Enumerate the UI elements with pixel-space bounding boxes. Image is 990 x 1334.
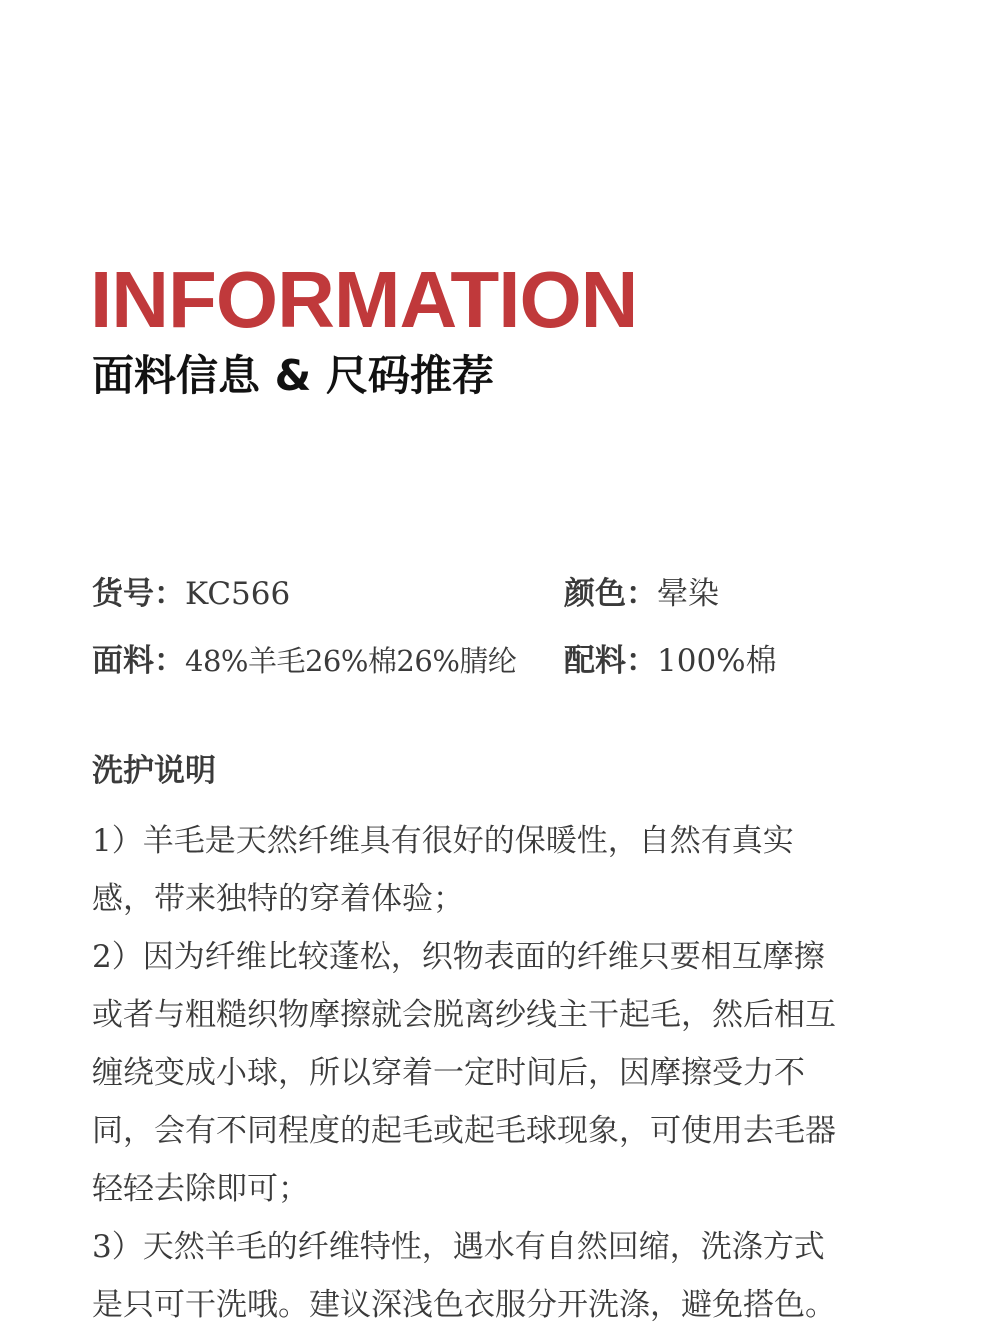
care-line: 或者与粗糙织物摩擦就会脱离纱线主干起毛，然后相互 (92, 997, 836, 1033)
care-instructions-body (92, 812, 892, 1334)
spec-lining-value: 100%棉 (657, 643, 777, 679)
spec-lining (564, 641, 777, 681)
spec-item-no-label: 货号： (92, 576, 185, 612)
spec-fabric (92, 641, 516, 681)
spec-color-value: 晕染 (657, 576, 719, 612)
care-line: 轻轻去除即可； (92, 1171, 309, 1207)
section-subtitle: 面料信息 & 尺码推荐 (92, 351, 494, 400)
care-line: 缠绕变成小球，所以穿着一定时间后，因摩擦受力不 (92, 1055, 805, 1091)
spec-lining-label: 配料： (564, 643, 657, 679)
spec-color (564, 574, 719, 614)
care-instructions-title: 洗护说明 (92, 753, 216, 789)
care-line: 是只可干洗哦。建议深浅色衣服分开洗涤，避免搭色。 (92, 1287, 836, 1323)
care-line: 2）因为纤维比较蓬松，织物表面的纤维只要相互摩擦 (92, 939, 825, 975)
spec-item-no-value: KC566 (185, 576, 291, 612)
care-line: 同，会有不同程度的起毛或起毛球现象，可使用去毛器 (92, 1113, 836, 1149)
care-line: 3）天然羊毛的纤维特性，遇水有自然回缩，洗涤方式 (92, 1229, 825, 1265)
spec-fabric-value: 48%羊毛26%棉26%腈纶 (185, 644, 517, 678)
information-heading: INFORMATION (90, 255, 638, 344)
spec-color-label: 颜色： (564, 576, 657, 612)
spec-item-no (92, 574, 290, 614)
care-line: 感，带来独特的穿着体验； (92, 881, 464, 917)
care-line: 1）羊毛是天然纤维具有很好的保暖性，自然有真实 (92, 823, 794, 859)
spec-fabric-label: 面料： (92, 643, 185, 679)
